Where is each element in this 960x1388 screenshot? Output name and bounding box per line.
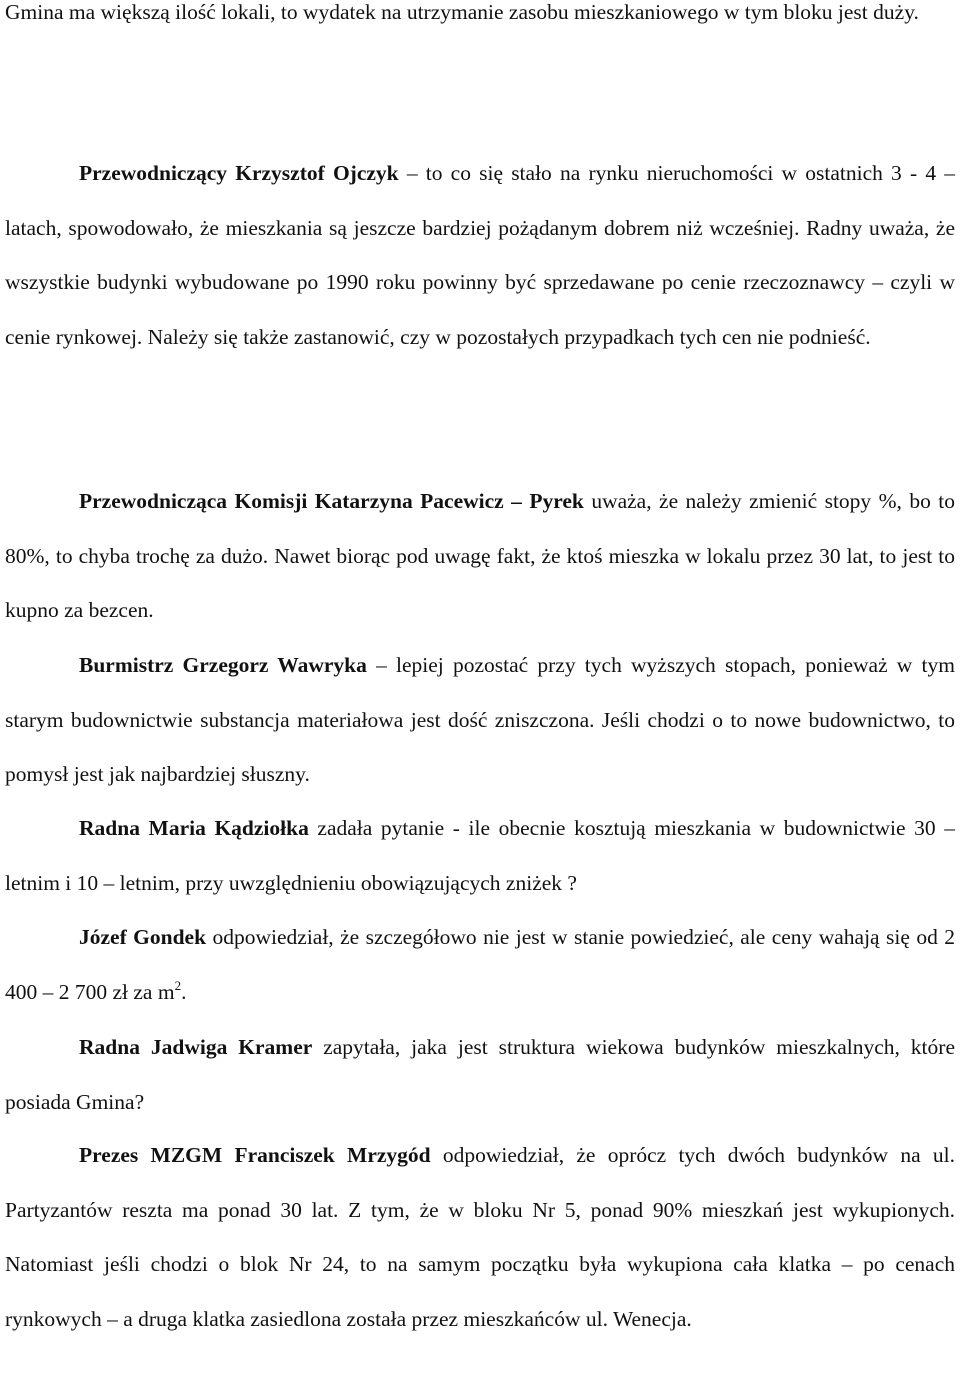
paragraph-1 xyxy=(5,0,955,40)
paragraph-5 xyxy=(5,801,955,910)
paragraph-7 xyxy=(5,1020,955,1129)
paragraph-text: uważa, że należy zmienić stopy %, bo to 80%, to chyba trochę za dużo. Nawet biorąc pod uwagę fakt, że ktoś mieszka w lokalu przez 30 lat, to jest to kupno za bezcen. xyxy=(5,489,955,623)
speaker-name: Radna Maria Kądziołka xyxy=(79,816,309,840)
paragraph-8 xyxy=(5,1128,955,1346)
paragraph-text: – to co się stało na rynku nieruchomości w ostatnich 3 - 4 – latach, spowodowało, że mieszkania są jeszcze bardziej pożądanym dobrem niż wcześniej. Radny uważa, że wszystkie budynki wybudowane po 1990 roku powinny być sprzedawane po cenie rzeczoznawcy – czyli w cenie rynkowej. Należy się także zastanowić, czy w pozostałych przypadkach tych cen nie podnieść. xyxy=(5,161,955,349)
speaker-name: Przewodnicząca Komisji Katarzyna Pacewicz – Pyrek xyxy=(79,489,584,513)
paragraph-text: zapytała, jaka jest struktura wiekowa budynków mieszkalnych, które posiada Gmina? xyxy=(5,1035,955,1114)
paragraph-3 xyxy=(5,474,955,638)
paragraph-text: . xyxy=(181,979,187,1004)
paragraph-text: zadała pytanie - ile obecnie kosztują mieszkania w budownictwie 30 – letnim i 10 – letnim, przy uwzględnieniu obowiązujących zniżek ? xyxy=(5,816,955,895)
superscript: 2 xyxy=(174,977,182,993)
paragraph-text: Gmina ma większą ilość lokali, to wydatek na utrzymanie zasobu mieszkaniowego w tym bloku jest duży. xyxy=(5,0,919,24)
paragraph-text: odpowiedział, że szczegółowo nie jest w stanie powiedzieć, ale ceny wahają się od 2 400 – 2 700 zł za m xyxy=(5,925,956,1004)
paragraph-6 xyxy=(5,910,955,1019)
speaker-name: Prezes MZGM Franciszek Mrzygód xyxy=(79,1143,431,1167)
paragraph-text: odpowiedział, że oprócz tych dwóch budynków na ul. Partyzantów reszta ma ponad 30 lat. Z tym, że w bloku Nr 5, ponad 90% mieszkań jest wykupionych. Natomiast jeśli chodzi o blok Nr 24, to na samym początku była wykupiona cała klatka – po cenach rynkowych – a druga klatka zasiedlona została przez mieszkańców ul. Wenecja. xyxy=(5,1143,955,1331)
paragraph-text: – lepiej pozostać przy tych wyższych stopach, ponieważ w tym starym budownictwie substancja materiałowa jest dość zniszczona. Jeśli chodzi o to nowe budownictwo, to pomysł jest jak najbardziej słuszny. xyxy=(5,653,955,787)
speaker-name: Józef Gondek xyxy=(79,925,207,949)
paragraph-2 xyxy=(5,146,955,364)
speaker-name: Burmistrz Grzegorz Wawryka xyxy=(79,653,367,677)
speaker-name: Radna Jadwiga Kramer xyxy=(79,1035,313,1059)
speaker-name: Przewodniczący Krzysztof Ojczyk xyxy=(79,161,399,185)
paragraph-4 xyxy=(5,638,955,802)
